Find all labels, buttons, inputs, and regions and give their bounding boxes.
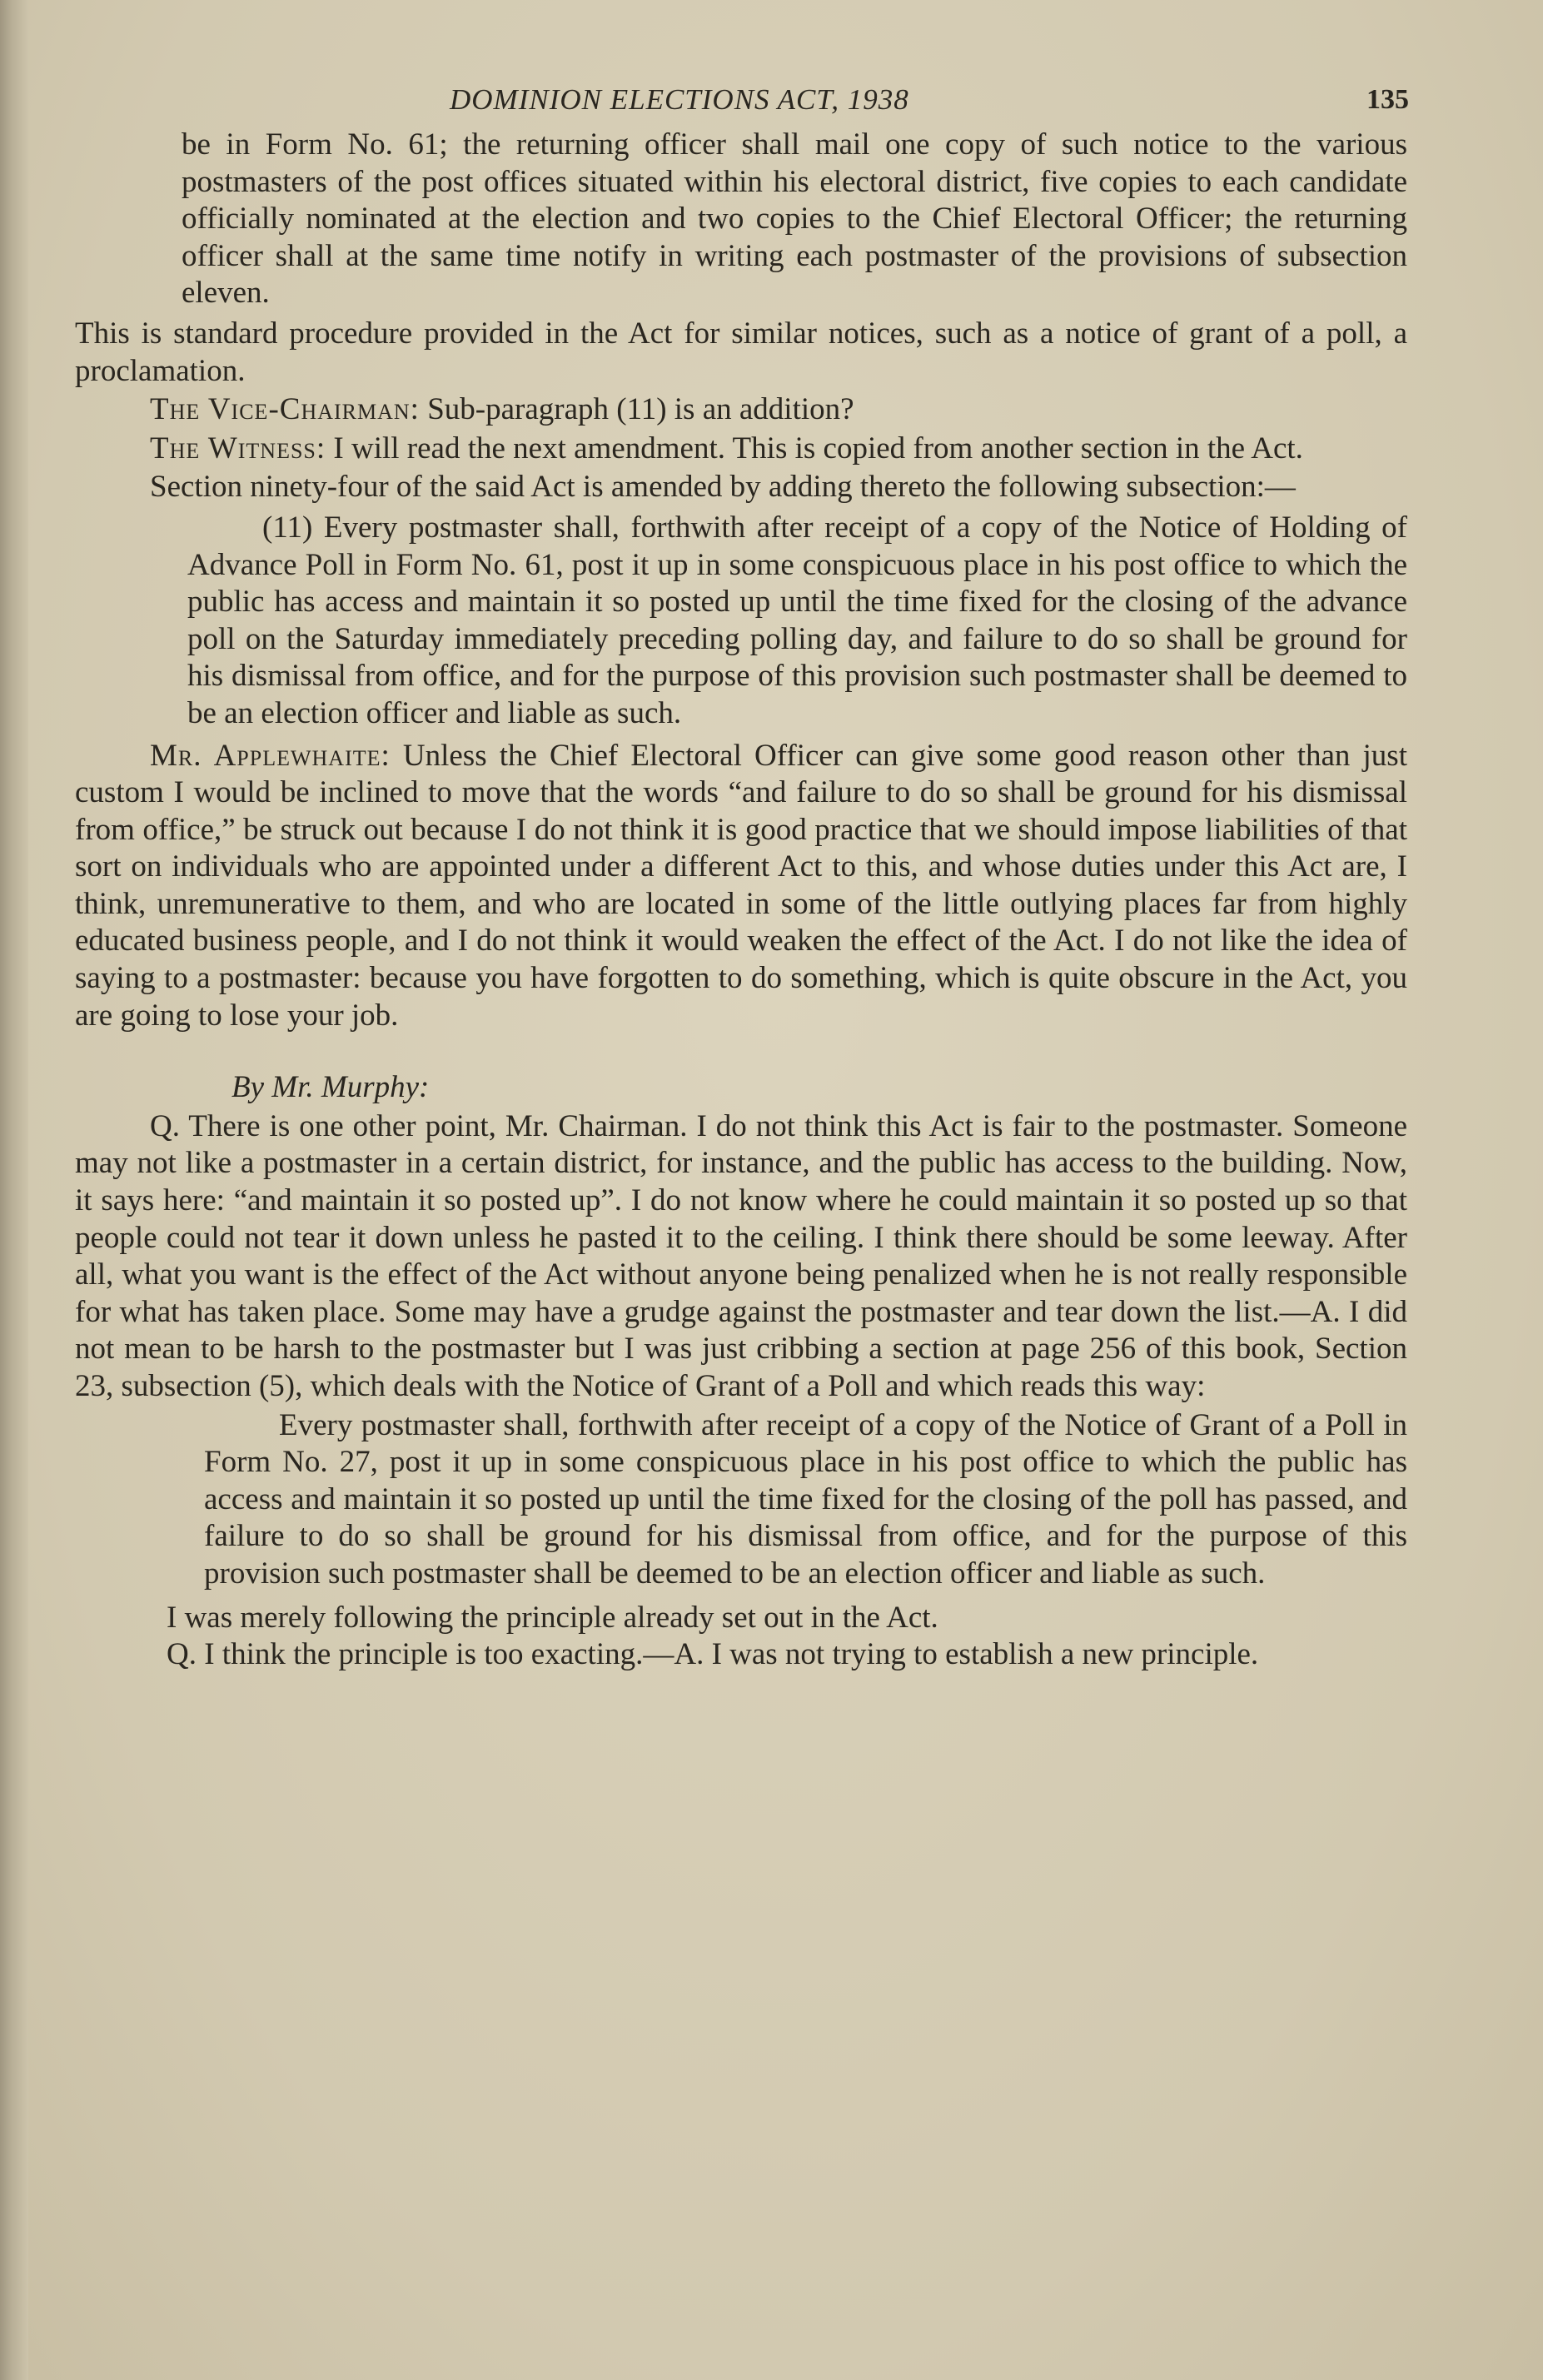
speaker-applewhaite: Mr. Applewhaite:: [150, 738, 391, 773]
page-text-block: [75, 77, 1407, 1674]
paragraph-continued-notice: be in Form No. 61; the returning officer shall mail one copy of such notice to the various postmasters of the post offices situated within his electoral district, five copies to each candidate officially nominated at the election and two copies to the Chief Electoral Officer; the returning officer shall at the same time notify in writing each postmaster of the provisions of subsection eleven.: [182, 127, 1407, 311]
paragraph-section-amendment: Section ninety-four of the said Act is amended by adding thereto the following subsection:—: [150, 470, 1296, 505]
by-line-murphy: By Mr. Murphy:: [231, 1070, 430, 1105]
quoted-section-23: Every postmaster shall, forthwith after receipt of a copy of the Notice of Grant of a Poll in Form No. 27, post it up in some conspicuous place in his post office to which the public has access and maintain it so posted up until the time fixed for the closing of the poll has passed, and failure to do so shall be ground for his dismissal from office, and for the purpose of this provision such postmaster shall be deemed to be an election officer and liable as such.: [204, 1407, 1407, 1591]
paragraph-witness: [75, 431, 1407, 468]
running-title: DOMINION ELECTIONS ACT, 1938: [450, 83, 909, 116]
speaker-vice-chairman: The Vice-Chairman:: [150, 392, 420, 427]
applewhaite-remark: Unless the Chief Electoral Officer can give some good reason other than just custom I would be inclined to move that the words “and failure to do so shall be ground for his dismissal from office,” be struck out because I do not think it is good practice that we should impose liabilities of that sort on individuals who are appointed under a different Act to this, and whose duties under this Act are, I think, unremunerative to them, and who are located in some of the little outlying places far from highly educated business people, and I do not think it would weaken the effect of the Act. I do not like the idea of saying to a postmaster: because you have forgotten to do something, which is quite obscure in the Act, you are going to lose your job.: [75, 738, 1407, 1033]
paragraph-vice-chairman: [75, 391, 1407, 429]
page-binding-edge: [0, 0, 28, 2380]
page-number: 135: [1366, 84, 1409, 115]
speaker-witness: The Witness:: [150, 431, 326, 466]
page-header: [75, 77, 1407, 127]
paragraph-exacting: Q. I think the principle is too exacting.—A. I was not trying to establish a new principle.: [167, 1637, 1259, 1672]
paragraph-murphy-question: Q. There is one other point, Mr. Chairman. I do not think this Act is fair to the postmaster. Someone may not like a postmaster in a certain district, for instance, and the public has access to the building. Now, it says here: “and maintain it so posted up”. I do not know where he could maintain it so posted up so that people could not tear it down unless he pasted it to the ceiling. I think there should be some leeway. After all, what you want is the effect of the Act without anyone being penalized when he is not really responsible for what has taken place. Some may have a grudge against the postmaster and tear down the list.—A. I did not mean to be harsh to the postmaster but I was just cribbing a section at page 256 of this book, Section 23, subsection (5), which deals with the Notice of Grant of a Poll and which reads this way:: [75, 1108, 1407, 1403]
vice-chairman-remark: Sub-paragraph (11) is an addition?: [419, 392, 854, 427]
paragraph-applewhaite: [75, 738, 1407, 1035]
quoted-subsection-11: (11) Every postmaster shall, forthwith after receipt of a copy of the Notice of Holding of Advance Poll in Form No. 61, post it up in some conspicuous place in his post office to which the public has access and maintain it so posted up until the time fixed for the closing of the advance poll on the Saturday immediately preceding polling day, and failure to do so shall be ground for his dismissal from office, and for the purpose of this provision such postmaster shall be deemed to be an election officer and liable as such.: [187, 510, 1407, 730]
paragraph-standard-procedure: This is standard procedure provided in the Act for similar notices, such as a notice of grant of a poll, a proclamation.: [75, 316, 1407, 388]
paragraph-principle: I was merely following the principle already set out in the Act.: [167, 1600, 938, 1635]
witness-remark: I will read the next amendment. This is copied from another section in the Act.: [326, 431, 1303, 466]
